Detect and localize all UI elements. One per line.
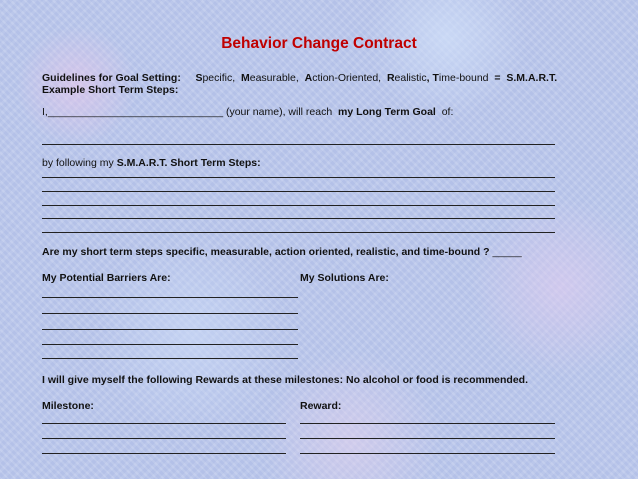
short-term-step-line-1[interactable] [42, 177, 555, 178]
smart-r-letter: R [386, 72, 395, 84]
check-row [42, 246, 522, 258]
guidelines-row: Guidelines for Goal Setting: Specific, Measurable, Action-Oriented, Realistic, Time-bound = S.M.A.R.T. [42, 72, 558, 84]
smart-r-word: ealistic [394, 72, 427, 84]
reward-line-1[interactable] [300, 423, 555, 424]
check-question: Are my short term steps specific, measurable, action oriented, realistic, and time-bound ? [42, 246, 490, 258]
smart-s-letter: S [195, 72, 203, 84]
pledge-row [42, 106, 453, 118]
short-term-step-line-5[interactable] [42, 232, 555, 233]
example-steps-label: Example Short Term Steps: [42, 84, 179, 96]
pledge-of: of: [441, 106, 454, 118]
milestone-label: Milestone: [42, 400, 94, 412]
smart-s-word: pecific, [202, 72, 236, 84]
steps-intro [42, 157, 261, 169]
long-term-goal-label: my Long Term Goal [338, 106, 436, 118]
smart-equals: = [494, 72, 501, 84]
reward-label: Reward: [300, 400, 342, 412]
long-term-goal-blank[interactable] [42, 144, 555, 145]
barrier-line-1[interactable] [42, 297, 298, 298]
barrier-line-2[interactable] [42, 313, 298, 314]
short-term-step-line-3[interactable] [42, 205, 555, 206]
barrier-line-5[interactable] [42, 358, 298, 359]
smart-steps-label: S.M.A.R.T. Short Term Steps: [116, 157, 261, 169]
barrier-line-4[interactable] [42, 344, 298, 345]
rewards-statement: I will give myself the following Rewards at these milestones: No alcohol or food is recommended. [42, 374, 529, 386]
reward-line-2[interactable] [300, 438, 555, 439]
short-term-step-line-4[interactable] [42, 218, 555, 219]
name-blank[interactable]: ______________________________ [47, 106, 224, 118]
barriers-label: My Potential Barriers Are: [42, 272, 171, 284]
short-term-step-line-2[interactable] [42, 191, 555, 192]
smart-a-letter: A [304, 72, 313, 84]
smart-t-word: ime-bound [438, 72, 489, 84]
barrier-line-3[interactable] [42, 329, 298, 330]
your-name-text: (your name), will reach [225, 106, 333, 118]
steps-intro-prefix: by following my [42, 157, 114, 169]
smart-acronym: S.M.A.R.T. [506, 72, 558, 84]
smart-m-letter: M [240, 72, 250, 84]
milestone-line-3[interactable] [42, 453, 286, 454]
milestone-line-1[interactable] [42, 423, 286, 424]
smart-m-word: easurable, [249, 72, 299, 84]
reward-line-3[interactable] [300, 453, 555, 454]
smart-a-word: ction-Oriented, [312, 72, 382, 84]
milestone-line-2[interactable] [42, 438, 286, 439]
pledge-prefix: I, [42, 106, 48, 118]
page-title: Behavior Change Contract [221, 35, 417, 52]
guidelines-label: Guidelines for Goal Setting: [42, 72, 181, 84]
smart-t-letter: T [432, 72, 439, 84]
check-answer-blank[interactable]: _____ [492, 246, 522, 258]
solutions-label: My Solutions Are: [300, 272, 389, 284]
